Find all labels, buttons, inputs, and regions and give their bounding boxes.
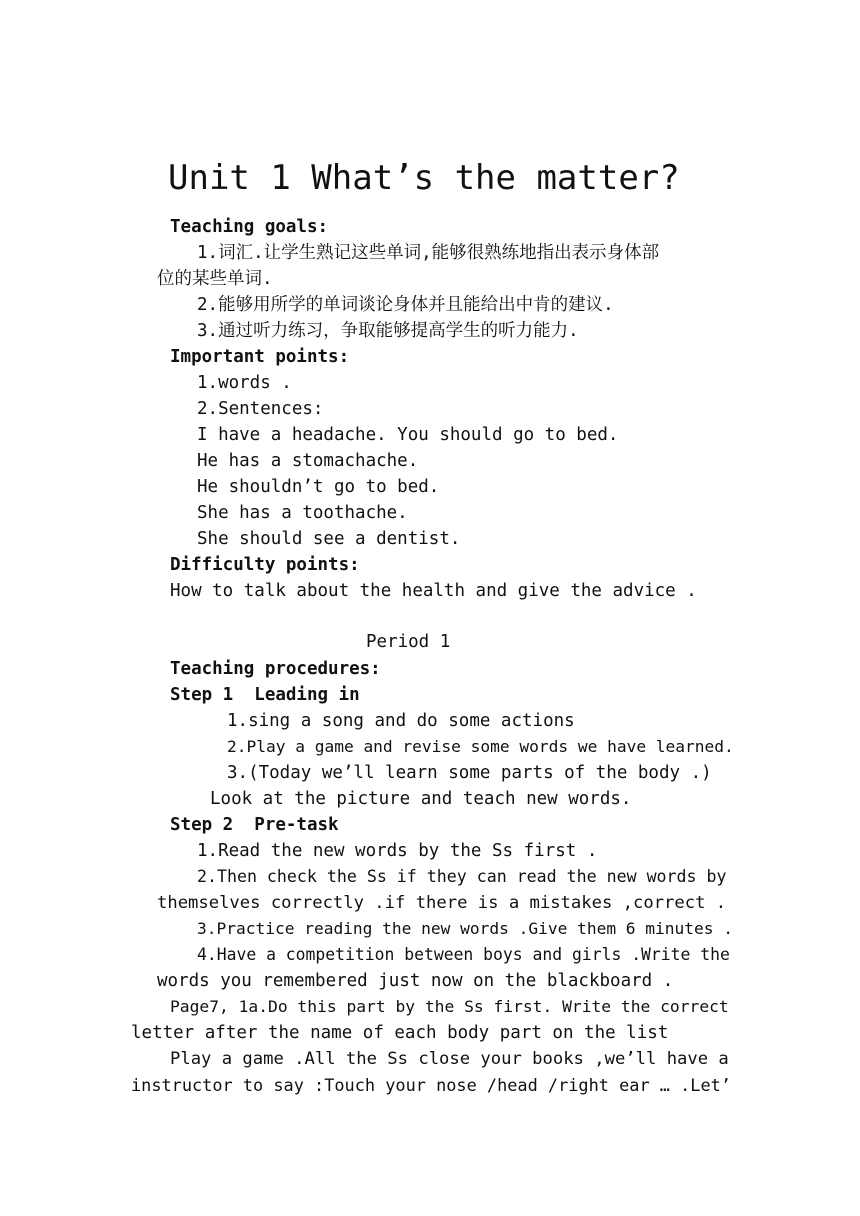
goal-item-2: 2.能够用所学的单词谈论身体并且能给出中肯的建议. <box>197 295 614 315</box>
sentence-line: He shouldn’t go to bed. <box>197 477 440 497</box>
page7-line-2: letter after the name of each body part on the list <box>131 1023 669 1043</box>
step-2-item-3: 3.Practice reading the new words .Give them 6 minutes . <box>197 919 734 938</box>
important-points-heading: Important points: <box>170 347 350 367</box>
sentence-line: He has a stomachache. <box>197 451 419 471</box>
step-2-item-2-line-1: 2.Then check the Ss if they can read the new words by <box>197 867 727 886</box>
difficulty-points-text: How to talk about the health and give the advice . <box>170 581 697 601</box>
teaching-goals-heading: Teaching goals: <box>170 217 329 237</box>
step-2-heading: Step 2 Pre-task <box>170 815 339 835</box>
step-1-heading: Step 1 Leading in <box>170 685 360 705</box>
period-heading: Period 1 <box>366 632 451 652</box>
step-1-item: 3.(Today we’ll learn some parts of the body .) <box>227 763 712 783</box>
step-1-note: Look at the picture and teach new words. <box>210 789 632 809</box>
step-1-item: 1.sing a song and do some actions <box>227 711 575 731</box>
sentence-line: I have a headache. You should go to bed. <box>197 425 619 445</box>
important-item-2: 2.Sentences: <box>197 399 324 419</box>
step-2-item-4-line-1: 4.Have a competition between boys and girls .Write the <box>197 945 730 964</box>
game-line-2: instructor to say :Touch your nose /head /right ear … .Let’ <box>131 1075 731 1095</box>
procedures-heading: Teaching procedures: <box>170 659 381 679</box>
game-line-1: Play a game .All the Ss close your books ,we’ll have a <box>170 1049 729 1069</box>
step-1-item: 2.Play a game and revise some words we have learned. <box>227 737 734 756</box>
sentence-line: She should see a dentist. <box>197 529 461 549</box>
difficulty-points-heading: Difficulty points: <box>170 555 360 575</box>
goal-item-1-line-2: 位的某些单词. <box>157 269 273 289</box>
step-2-item-2-line-2: themselves correctly .if there is a mistakes ,correct . <box>157 893 727 913</box>
important-item-1: 1.words . <box>197 373 292 393</box>
sentence-line: She has a toothache. <box>197 503 408 523</box>
page7-line-1: Page7, 1a.Do this part by the Ss first. Write the correct <box>170 997 729 1016</box>
goal-item-1-line-1: 1.词汇.让学生熟记这些单词,能够很熟练地指出表示身体部 <box>197 243 660 263</box>
goal-item-3: 3.通过听力练习，争取能够提高学生的听力能力. <box>197 321 579 341</box>
step-2-item-1: 1.Read the new words by the Ss first . <box>197 841 598 861</box>
page-title: Unit 1 What’s the matter? <box>168 158 680 198</box>
step-2-item-4-line-2: words you remembered just now on the blackboard . <box>157 971 674 991</box>
